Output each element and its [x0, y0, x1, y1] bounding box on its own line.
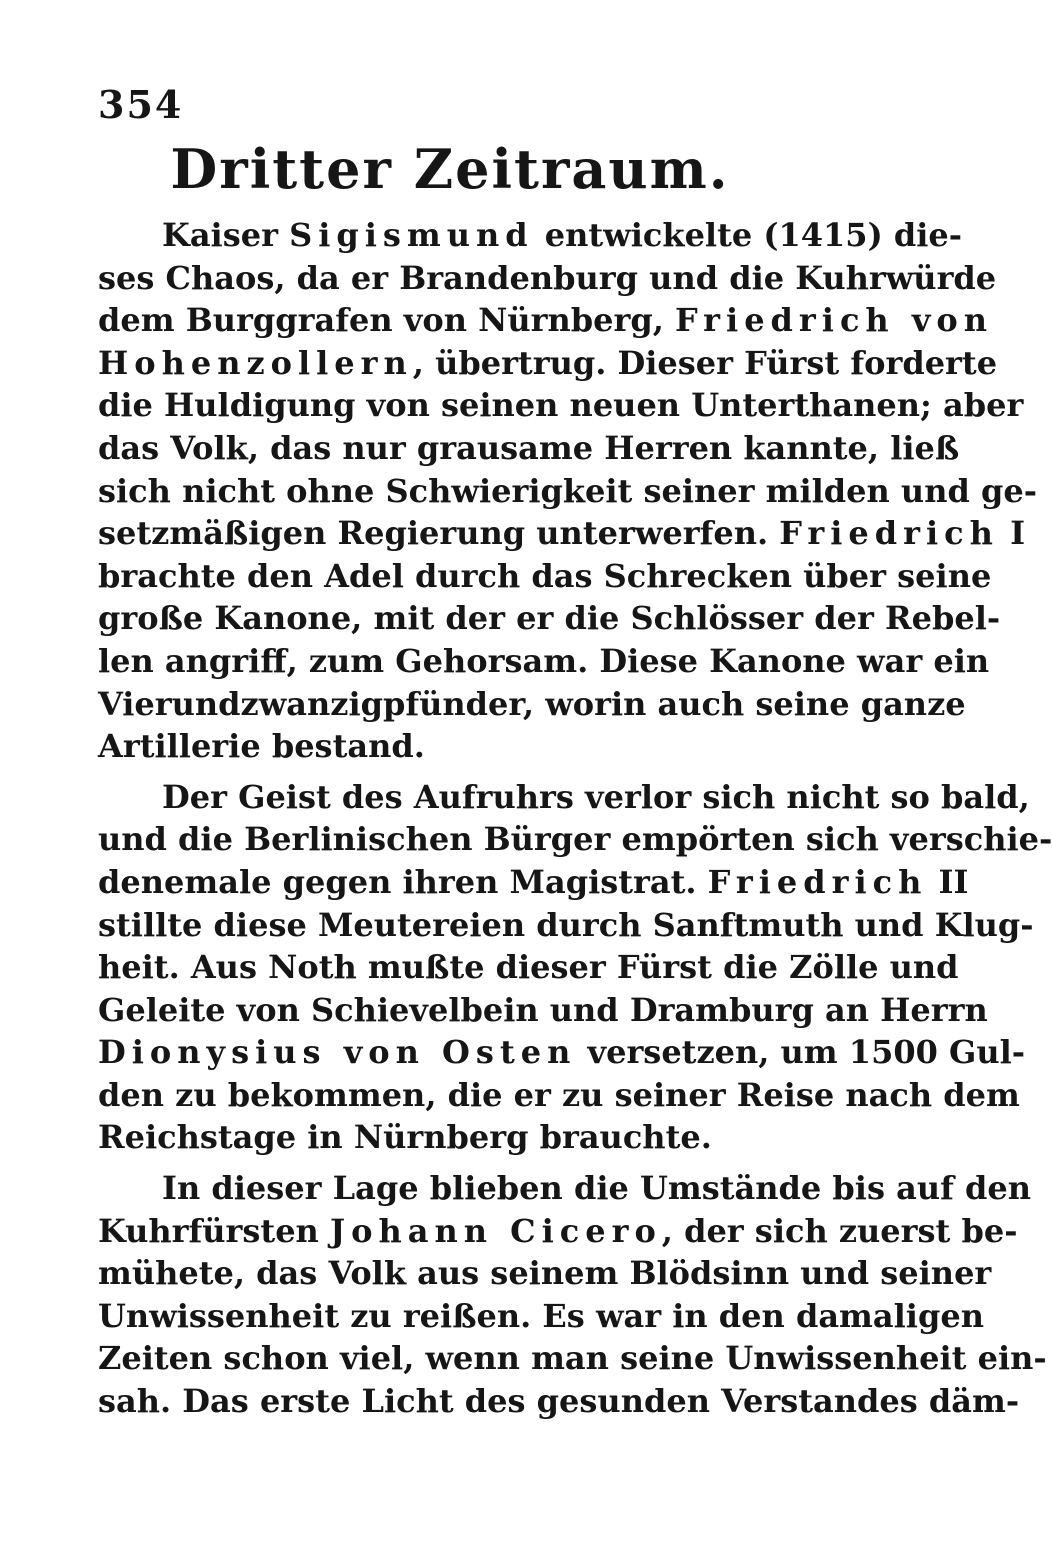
text-segment: len angriff, zum Gehorsam. Diese Kanone war ein [98, 641, 990, 680]
text-segment: stillte diese Meutereien durch Sanftmuth und Klug- [98, 905, 1034, 944]
spaced-name: Hohenzollern [98, 343, 413, 382]
text-line [98, 1337, 1047, 1380]
text-line [98, 683, 966, 726]
text-segment: mühete, das Volk aus seinem Blödsinn und seiner [98, 1254, 992, 1293]
text-segment: dem Burggrafen von Nürnberg, [98, 301, 676, 340]
text-line [98, 725, 818, 768]
text-segment: die Huldigung von seinen neuen Unterthanen; aber [98, 386, 1024, 425]
text-line [98, 512, 1026, 555]
text-line [98, 214, 963, 257]
text-segment: brachte den Adel durch das Schrecken über seine [98, 556, 992, 595]
text-line [98, 597, 1001, 640]
text-line [98, 818, 1052, 861]
text-segment: Reichstage in Nürnberg brauchte. [98, 1118, 712, 1157]
text-line [98, 989, 988, 1032]
text-line [98, 1116, 818, 1159]
text-segment: denemale gegen ihren Magistrat. [98, 862, 708, 901]
spaced-name: Sigismund [289, 216, 534, 254]
text-segment: II [927, 862, 969, 901]
text-line [98, 861, 969, 904]
text-segment: I [998, 514, 1026, 553]
text-line [98, 1074, 1020, 1117]
text-segment: und die Berlinischen Bürger empörten sich verschie- [98, 820, 1052, 859]
text-segment: Vierundzwanzigpfünder, worin auch seine ganze [98, 684, 966, 723]
text-line [98, 904, 1034, 947]
text-line [98, 299, 994, 342]
text-segment: , der sich zuerst be- [661, 1211, 1018, 1250]
text-segment: den zu bekommen, die er zu seiner Reise nach dem [98, 1075, 1020, 1114]
text-line [98, 1380, 1020, 1423]
text-line [98, 640, 990, 683]
text-segment: Artillerie bestand. [98, 727, 425, 766]
text-line [98, 1252, 992, 1295]
text-line [98, 427, 960, 470]
text-line [98, 1031, 1026, 1074]
spaced-name: Dionysius von Osten [98, 1033, 577, 1072]
spaced-name: Friedrich [707, 862, 928, 901]
text-line [98, 342, 998, 385]
text-line [98, 1167, 1031, 1210]
text-segment: Kaiser [162, 216, 290, 254]
text-segment: Geleite von Schievelbein und Dramburg an Herrn [98, 990, 988, 1029]
spaced-name: Friedrich von [675, 301, 994, 340]
text-segment: versetzen, um 1500 Gul- [576, 1033, 1026, 1072]
text-segment: Zeiten schon viel, wenn man seine Unwissenheit ein- [98, 1339, 1047, 1378]
text-line [98, 1295, 984, 1338]
text-segment: entwickelte (1415) die- [533, 216, 963, 254]
text-segment: Kuhrfürsten [98, 1211, 330, 1250]
text-segment: In dieser Lage blieben die Umstände bis auf den [162, 1169, 1031, 1208]
text-segment: große Kanone, mit der er die Schlösser der Rebel- [98, 599, 1001, 638]
text-line [98, 946, 959, 989]
text-segment: ses Chaos, da er Brandenburg und die Kuhrwürde [98, 258, 997, 297]
text-line [98, 384, 1024, 427]
page-number: 354 [98, 82, 184, 127]
body-text [98, 214, 1052, 1423]
text-segment: setzmäßigen Regierung unterwerfen. [98, 514, 780, 553]
text-segment: heit. Aus Noth mußte dieser Fürst die Zölle und [98, 948, 959, 987]
text-segment: das Volk, das nur grausame Herren kannte, ließ [98, 428, 960, 467]
running-head: Dritter Zeitraum. [170, 137, 730, 201]
text-segment: , übertrug. Dieser Fürst forderte [412, 343, 998, 382]
text-line [98, 470, 1037, 513]
text-segment: sah. Das erste Licht des gesunden Verstandes däm- [98, 1382, 1020, 1421]
text-line [98, 776, 1030, 819]
spaced-name: Johann Cicero [329, 1211, 662, 1250]
spaced-name: Friedrich [779, 514, 999, 553]
text-line [98, 555, 992, 598]
text-segment: sich nicht ohne Schwierigkeit seiner milden und ge- [98, 471, 1037, 510]
text-segment: Der Geist des Aufruhrs verlor sich nicht so bald, [162, 777, 1030, 816]
text-segment: Unwissenheit zu reißen. Es war in den damaligen [98, 1296, 984, 1335]
text-line [98, 257, 997, 300]
text-line [98, 1210, 1018, 1253]
